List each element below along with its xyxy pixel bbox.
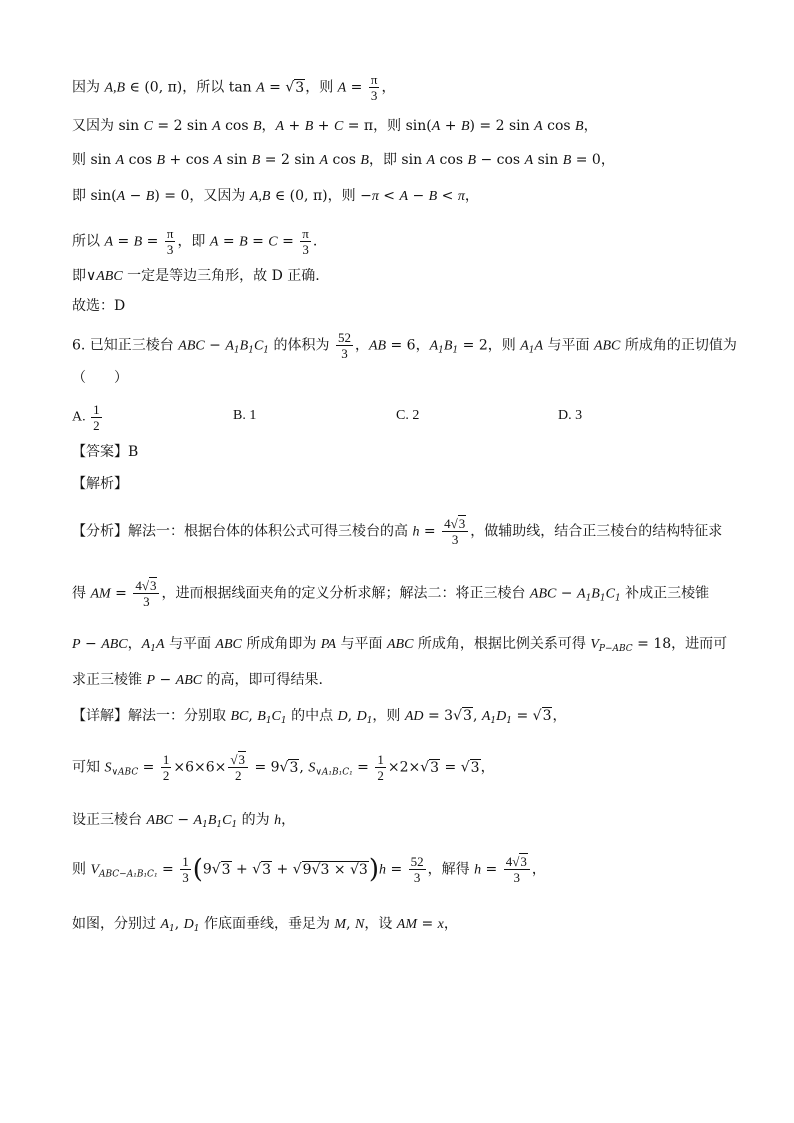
analysis-paragraph-1: 【分析】解法一：根据台体的体积公式可得三棱台的高 h = $\frac{4√3}{3}$ ，做辅助线，结合正三棱台的结构特征求 [72, 516, 723, 547]
analysis-heading: 【解析】 [72, 476, 128, 492]
analysis-paragraph-3: P − ABC，$A_1A$ 与平面 ABC 所成角即为 PA 与平面 ABC 所成角，根据比例关系可得 $V_{P-ABC} = 18$，进而可 [72, 636, 728, 654]
solution-line-3: 则 sin A cos B + cos A sin B = 2 sin A cos B，即 sin A cos B − cos A sin B = 0， [72, 152, 615, 168]
detail-line-3: 设正三棱台 ABC − $A_1B_1C_1$ 的为 h， [72, 812, 296, 830]
solution-line-5: 所以 A = B = $\frac{\pi}{3}$ ，即 A = B = C = $\frac{\pi}{3}$ . [72, 226, 318, 257]
question-stem: 6. 已知正三棱台 ABC − $A_1B_1C_1$ 的体积为 $\frac{52}{3}$ ，AB = 6，$A_1B_1 = 2$，则 $A_1A$ 与平面 ABC 所成角的正切值为 [72, 330, 737, 361]
question-blank: （ ） [72, 370, 128, 386]
option-d: D. 3 [558, 408, 583, 423]
analysis-paragraph-2: 得 AM = $\frac{4√3}{3}$ ，进而根据线面夹角的定义分析求解；解法二：将正三棱台 ABC − $A_1B_1C_1$ 补成正三棱锥 [72, 578, 710, 609]
detail-line-2: 可知 $S_{\vee ABC}$ = $\frac{1}{2}$ ×6×6× $\frac{√3}{2}$ = 9√3, $S_{\vee A_1B_1C_1}$ = $\frac{1}{2}$ ×2×√3 = √3， [72, 752, 495, 783]
solution-line-7: 故选：D [72, 298, 126, 314]
detail-line-4: 则 $V_{ABC-A_1B_1C_1}$ = $\frac{1}{3}$ (9√3 + √3 + √9√3 × √3)h = $\frac{52}{3}$ ，解得 h = $\frac{4√3}{3}$ ， [72, 854, 546, 885]
solution-line-4: 即 sin(A − B) = 0，又因为 A,B ∈ (0, π)，则 −π < A − B < π， [72, 188, 479, 204]
detail-line-5: 如图，分别过 $A_1$, $D_1$ 作底面垂线，垂足为 M, N，设 AM = x， [72, 916, 458, 934]
answer-label: 【答案】B [72, 444, 139, 460]
solution-line-6: 即∨ABC 一定是等边三角形，故 D 正确. [72, 268, 320, 284]
option-b: B. 1 [233, 408, 257, 423]
analysis-paragraph-4: 求正三棱锥 P − ABC 的高，即可得结果. [72, 672, 324, 688]
option-c: C. 2 [396, 408, 420, 423]
solution-line-1: 因为 A,B ∈ (0, π)，所以 tan A = √3，则 A = $\frac{\pi}{3}$ ， [72, 72, 396, 103]
solution-line-2: 又因为 sin C = 2 sin A cos B，A + B + C = π，则 sin(A + B) = 2 sin A cos B， [72, 118, 598, 134]
detail-line-1: 【详解】解法一：分别取 BC, $B_1C_1$ 的中点 D, $D_1$，则 AD = 3√3, $A_1D_1 = √3$， [72, 708, 567, 726]
option-a: A. $\frac{1}{2}$ [72, 402, 100, 433]
